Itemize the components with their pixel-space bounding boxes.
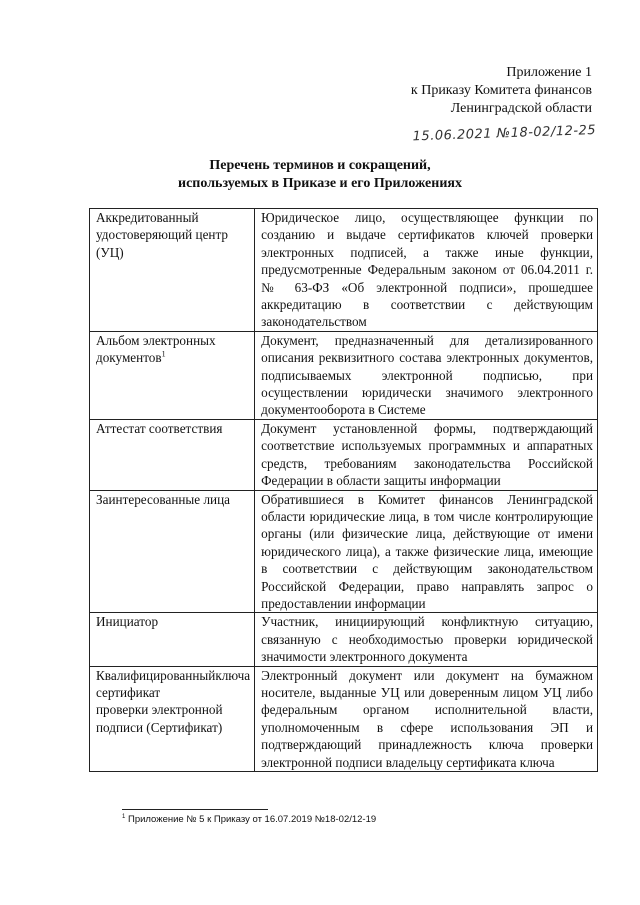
- term-cell: Аттестат соответствия: [90, 419, 255, 490]
- title-line-2: используемых в Приказе и его Приложениях: [178, 176, 462, 191]
- definition-cell: Электронный документ или документ на бумажном носителе, выданные УЦ или доверенным лицом УЦ либо федеральным органом исполнительной власти, уполномоченным в сфере использования ЭП и подтверждающий принадлежность ключа проверки электронной подписи владельцу сертификата ключа: [255, 666, 598, 771]
- term-part-2: ключа: [215, 667, 251, 683]
- footnote-marker: 1: [161, 349, 166, 359]
- term-line-split: [96, 667, 250, 702]
- appendix-line-1: Приложение 1: [506, 65, 592, 80]
- table-row: [90, 331, 598, 419]
- term-cell: [90, 666, 255, 771]
- handwritten-date-number: 15.06.2021 №18-02/12-25: [412, 123, 597, 145]
- definition-cell: Юридическое лицо, осуществляющее функции по созданию и выдаче сертификатов ключей проверки электронных подписей, а также иные функции, предусмотренные Федеральным законом от 06.04.2011 г. № 63-ФЗ «Об электронной подписи», прошедшее аккредитацию в соответствии с действующим законодательством: [255, 209, 598, 332]
- appendix-line-3: Ленинградской области: [450, 101, 592, 116]
- table-row: [90, 666, 598, 771]
- table-row: [90, 209, 598, 332]
- term-cell: Заинтересованные лица: [90, 490, 255, 613]
- footnote-separator: [122, 809, 268, 810]
- table-row: [90, 613, 598, 666]
- document-title: [0, 157, 640, 193]
- term-cell: Инициатор: [90, 613, 255, 666]
- definition-cell: Документ, предназначенный для детализированного описания реквизитного состава электронных документов, подписываемых электронной подписью, при осуществлении юридически значимого электронного документооборота в Системе: [255, 331, 598, 419]
- table-row: [90, 490, 598, 613]
- footnote-text: Приложение № 5 к Приказу от 16.07.2019 №18-02/12-19: [127, 814, 377, 825]
- footnote-number: 1: [122, 813, 126, 820]
- term-part-3: проверки электронной подписи (Сертификат): [96, 702, 223, 735]
- title-line-1: Перечень терминов и сокращений,: [209, 158, 431, 173]
- appendix-line-2: к Приказу Комитета финансов: [410, 83, 592, 98]
- term-text: Альбом электронных документов: [96, 332, 216, 366]
- table-row: [90, 419, 598, 490]
- footnote: [122, 814, 376, 826]
- definition-cell: Обратившиеся в Комитет финансов Ленинградской области юридические лица, в том числе контролирующие органы (или физические лица, действующие от имени юридического лица), а также физические лица, имеющие в соответствии с действующим законодательством Российской Федерации, право направлять запрос о предоставлении информации: [255, 490, 598, 613]
- appendix-header: [410, 64, 597, 145]
- terms-table: [89, 208, 598, 772]
- term-cell: Аккредитованный удостоверяющий центр (УЦ): [90, 209, 255, 332]
- term-cell: [90, 331, 255, 419]
- definition-cell: Документ установленной формы, подтверждающий соответствие используемых программных и аппаратных средств, требованиям законодательства Российской Федерации в области защиты информации: [255, 419, 598, 490]
- definition-cell: Участник, инициирующий конфликтную ситуацию, связанную с необходимостью проверки юридической значимости электронного документа: [255, 613, 598, 666]
- term-part-1: Квалифицированный сертификат: [96, 667, 216, 700]
